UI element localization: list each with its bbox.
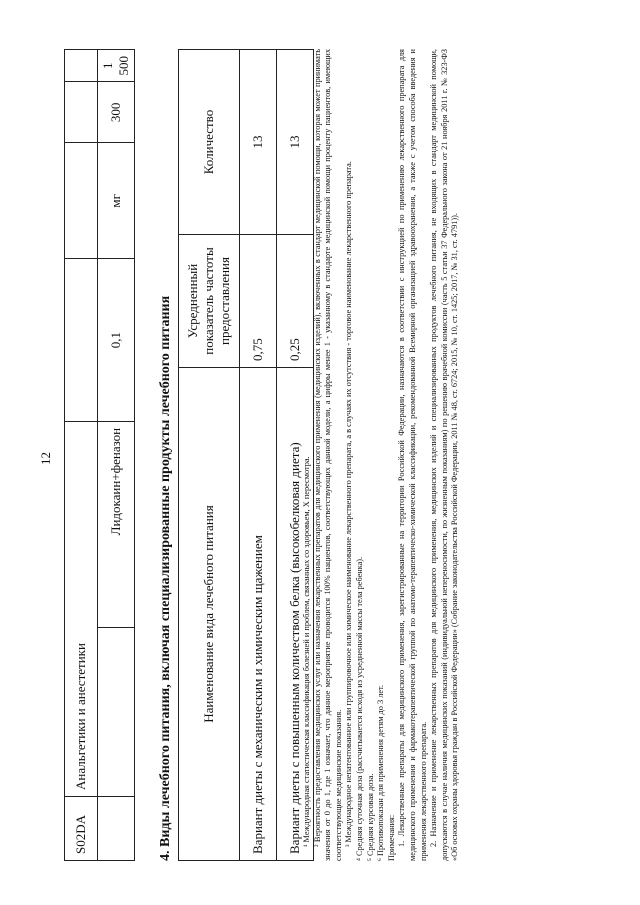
header-name: Наименование вида лечебного питания bbox=[179, 368, 240, 861]
drug-name: Лидокаин+феназон bbox=[98, 421, 135, 627]
table-cell bbox=[65, 50, 98, 83]
nutrition-table bbox=[178, 49, 314, 861]
diet-frequency: 0,25 bbox=[277, 235, 314, 368]
table-cell bbox=[98, 796, 135, 860]
header-quantity: Количество bbox=[179, 50, 240, 235]
footnotes bbox=[302, 49, 461, 861]
table-header-row bbox=[179, 50, 240, 861]
unit: мг bbox=[98, 143, 135, 259]
daily-dose: 300 bbox=[98, 82, 135, 143]
footnote-1: ¹ Международная статистическая классификация болезней и проблем, связанных со здоровьем, X пересмотра. bbox=[302, 456, 311, 847]
diet-quantity: 13 bbox=[240, 50, 277, 235]
diet-name: Вариант диеты с механическим и химическим щажением bbox=[240, 368, 277, 861]
header-frequency: Усредненный показатель частоты предоставления bbox=[179, 235, 240, 368]
table-row bbox=[98, 50, 135, 861]
footnote-2: ² Вероятность предоставления медицинских услуг или назначения лекарственных препаратов для медицинского применения (медицинских изделий), включенных в стандарт медицинской помощи, которая может принимать значения от 0 до 1, где 1 означает, что данное мероприятие проводится 100% пациентов, соответствующих данной модели, а цифры менее 1 - указанному в стандарте медицинской помощи проценту пациентов, имеющих соответствующие медицинские показания. bbox=[312, 49, 343, 861]
remark-1: 1. Лекарственные препараты для медицинского применения, зарегистрированные на территории Российской Федерации, назначаются в соответствии с инструкцией по применению лекарственного препарата для медицинского применения и фармакотерапевтической группой по анатомо-терапевтическо-химической классификации, рекомендованной Всемирной организацией здравоохранения, а также с учетом способа введения и применения лекарственного препарата. bbox=[397, 49, 428, 861]
footnote-6: ⁶ Противопоказан для применения детям до 3 лет. bbox=[376, 684, 386, 861]
remarks-title: Примечания: bbox=[386, 814, 396, 861]
section-title: 4. Виды лечебного питания, включая специализированные продукты лечебного питания bbox=[158, 295, 173, 861]
table-cell bbox=[65, 143, 98, 259]
footnote-5: ⁵ Средняя курсовая доза. bbox=[365, 773, 375, 861]
footnote-4: ⁴ Средняя суточная доза (рассчитывается исходя из усредненной массы тела ребенка). bbox=[354, 556, 364, 861]
frequency-value: 0,1 bbox=[98, 259, 135, 422]
remark-2: 2. Назначение и применение лекарственных препаратов для медицинского применения, медицинских изделий и специализированных продуктов лечебного питания, не входящих в стандарт медицинской помощи, допускаются в случае наличия медицинских показаний (индивидуальной непереносимости, по жизненным показаниям) по решению врачебной комиссии (часть 5 статьи 37 Федерального закона от 21 ноября 2011 г. № 323-ФЗ «Об основах охраны здоровья граждан в Российской Федерации» (Собрание законодательства Российской Федерации, 2011 № 48, ст. 6724; 2015, № 10, ст. 1425; 2017, № 31, ст. 4791)). bbox=[429, 49, 460, 861]
table-row bbox=[240, 50, 277, 861]
diet-frequency: 0,75 bbox=[240, 235, 277, 368]
footnote-3: ³ Международное непатентованное или группировочное или химическое наименование лекарственного препарата, а в случаях их отсутствия - торговое наименование лекарственного препарата. bbox=[344, 161, 354, 847]
diet-quantity: 13 bbox=[277, 50, 314, 235]
drug-table bbox=[64, 49, 135, 861]
group-name: Анальгетики и анестетики bbox=[65, 421, 98, 796]
table-cell bbox=[98, 628, 135, 797]
table-row bbox=[65, 50, 98, 861]
course-dose: 1 500 bbox=[98, 50, 135, 83]
page-number: 12 bbox=[38, 452, 53, 465]
table-cell bbox=[65, 82, 98, 143]
atc-code: S02DA bbox=[65, 796, 98, 860]
table-cell bbox=[65, 259, 98, 422]
diet-name: Вариант диеты с повышенным количеством белка (высокобелковая диета) bbox=[277, 368, 314, 861]
